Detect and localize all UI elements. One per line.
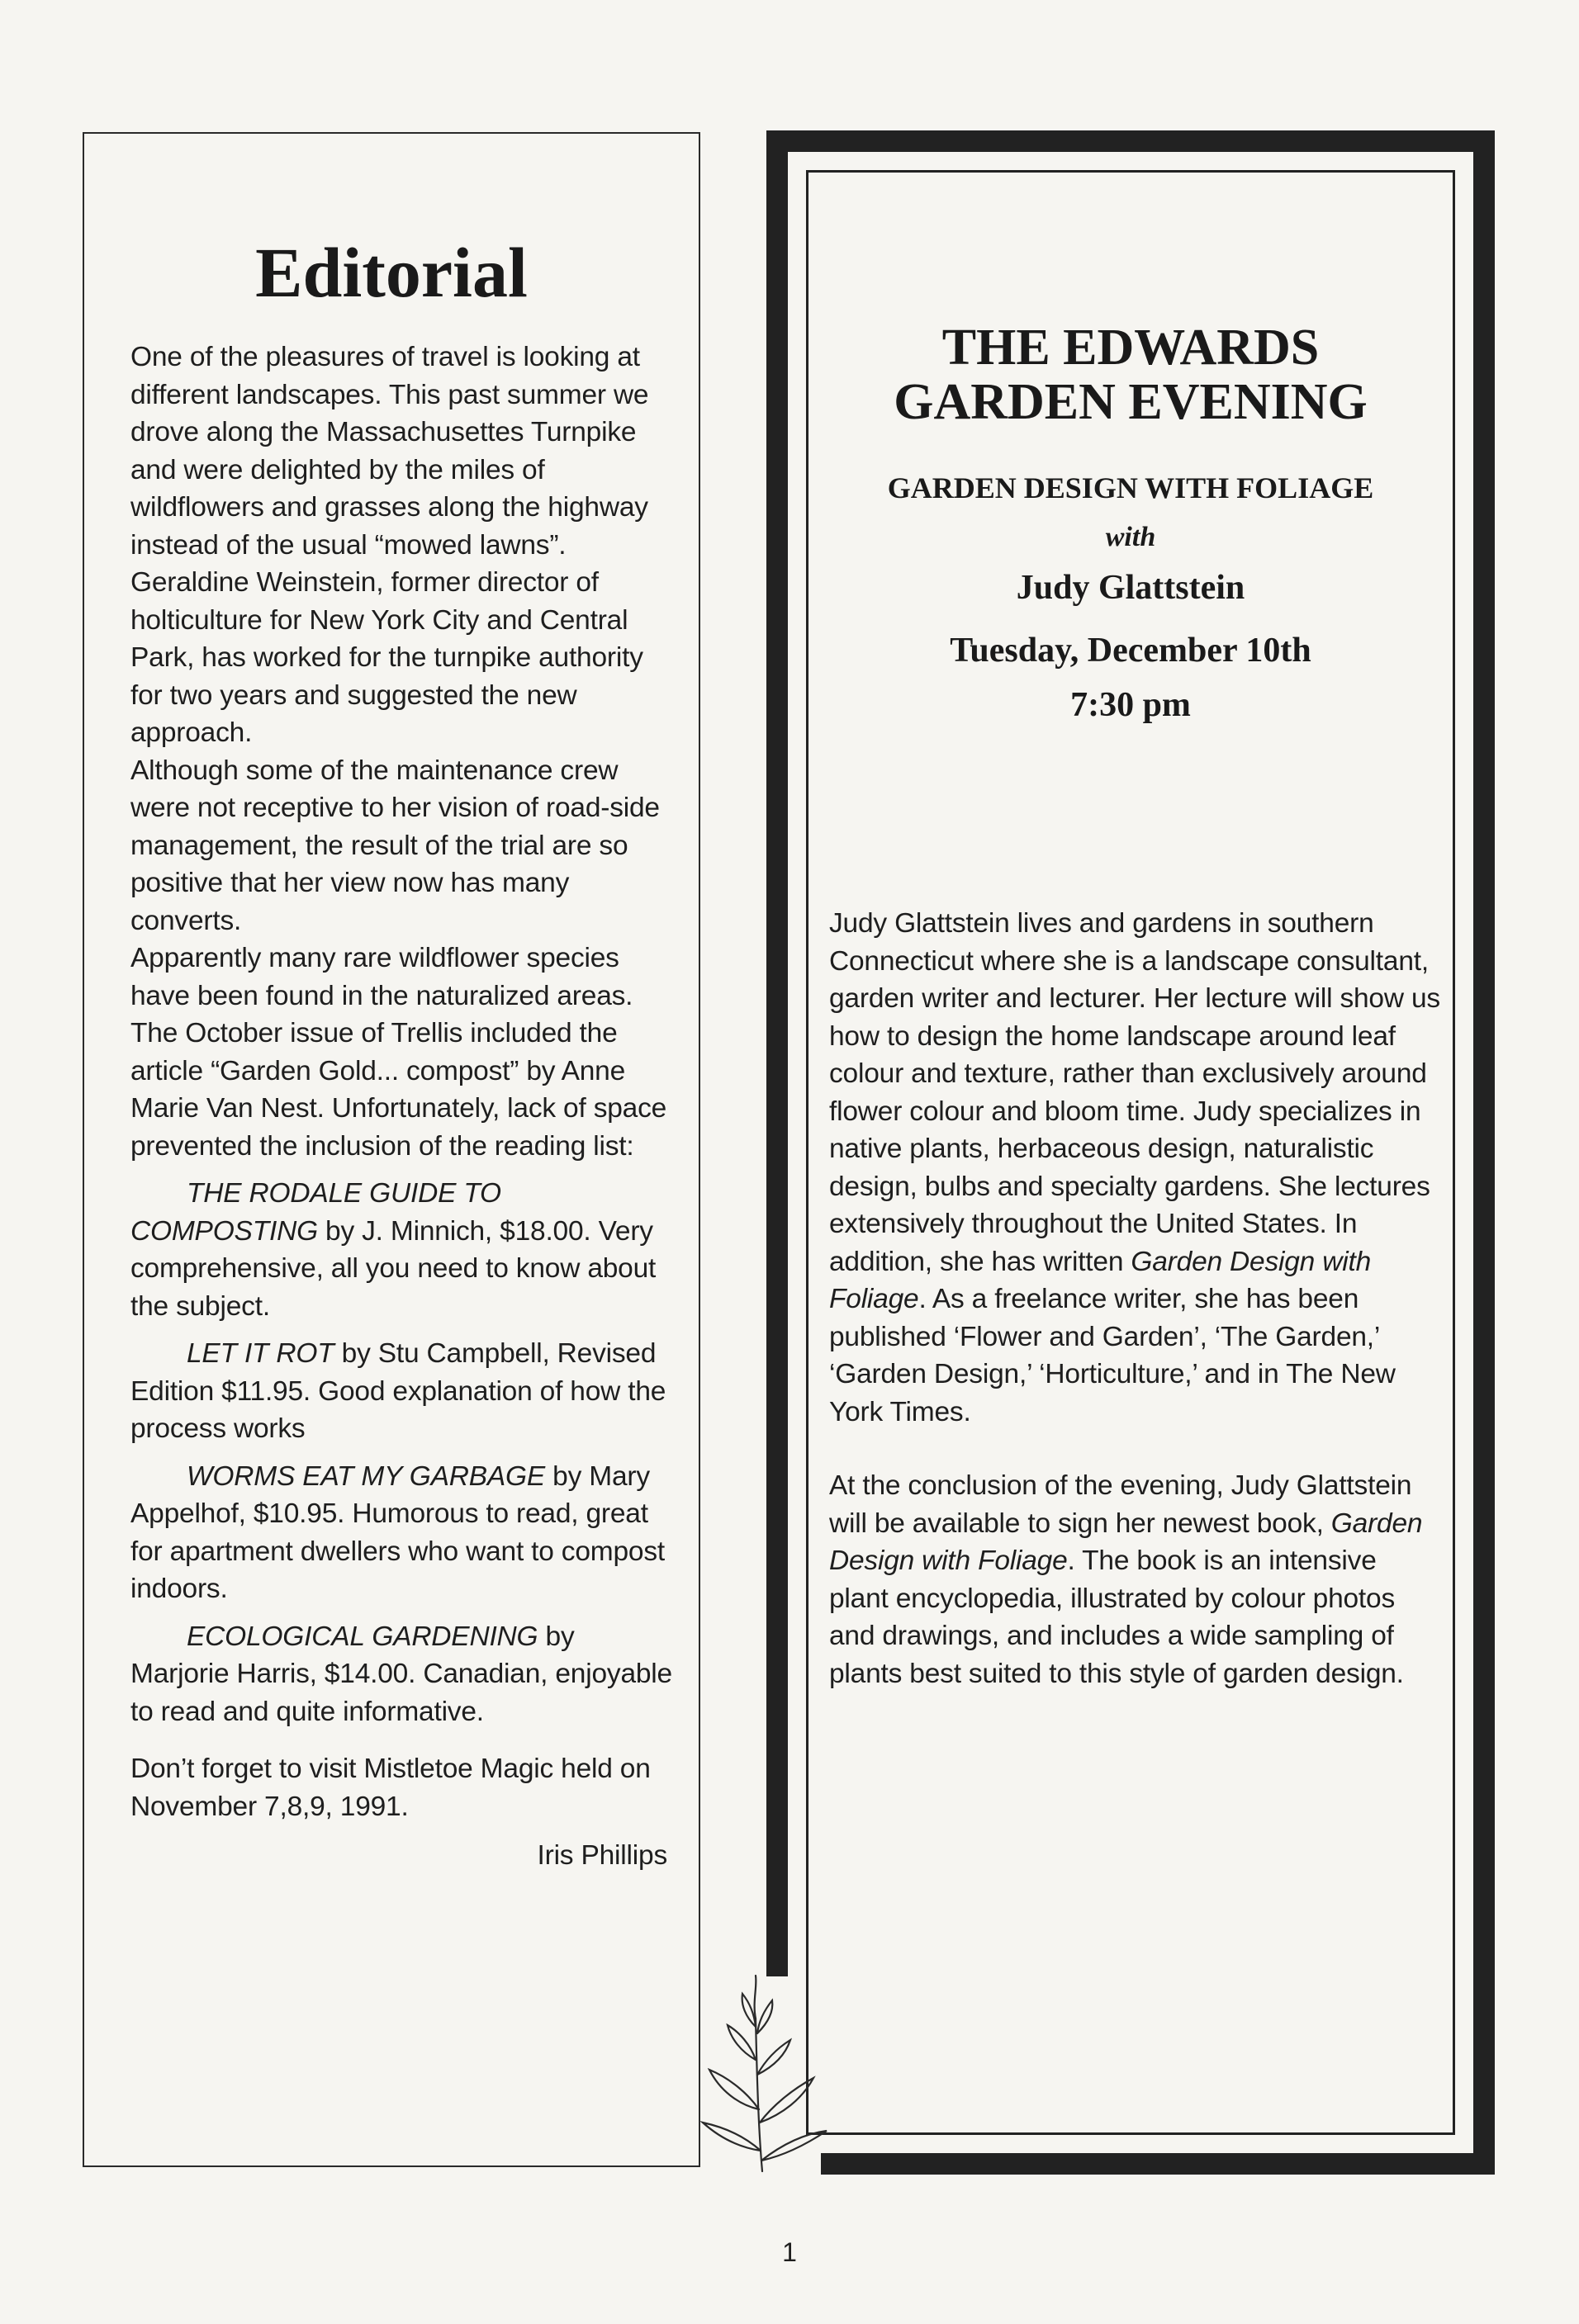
event-speaker: Judy Glattstein <box>1016 569 1245 607</box>
event-panel <box>766 130 1495 2175</box>
event-text: . The book is an intensive plant encyclopedia, illustrated by colour photos and drawings, and includes a wide sampling of plants best suited to this style of garden design. <box>829 1545 1404 1689</box>
book-title: ECOLOGICAL GARDENING <box>187 1621 538 1652</box>
event-paragraph <box>829 1467 1440 1692</box>
book-title: THE RODALE GUIDE TO COMPOSTING <box>130 1178 501 1247</box>
book-title: Garden Design with Foliage <box>829 1508 1423 1576</box>
event-time: 7:30 pm <box>1070 686 1191 724</box>
editorial-panel <box>83 132 700 2167</box>
reading-list-item <box>130 1458 676 1608</box>
editorial-paragraph: Apparently many rare wildflower species have been found in the naturalized areas. <box>130 943 633 1011</box>
book-title: WORMS EAT MY GARBAGE <box>187 1460 546 1492</box>
reading-list-item <box>130 1335 676 1448</box>
flower-illustration <box>698 1969 830 2175</box>
book-detail: by Stu Campbell, Revised Edition $11.95. Good explanation of how the process works <box>130 1338 666 1444</box>
reading-list-item <box>130 1618 676 1731</box>
event-text: Judy Glattstein lives and gardens in southern Connecticut where she is a landscape consultant, garden writer and lecturer. Her lecture will show us how to design the home landscape around leaf colour and texture, rather than exclusively around flower colour and bloom time. Judy specializes in native plants, herbaceous design, naturalistic design, bulbs and specialty gardens. She lectures extensively throughout the United States. In addition, she has written <box>829 908 1440 1277</box>
page-number: 1 <box>782 2237 797 2267</box>
book-title: LET IT ROT <box>187 1338 334 1369</box>
event-header <box>788 320 1473 725</box>
event-title: GARDEN EVENING <box>894 374 1368 430</box>
book-detail: by J. Minnich, $18.00. Very comprehensive, all you need to know about the subject. <box>130 1215 657 1322</box>
book-detail: by Marjorie Harris, $14.00. Canadian, enjoyable to read and quite informative. <box>130 1621 672 1727</box>
editorial-paragraph: One of the pleasures of travel is looking at different landscapes. This past summer we drove along the Massachusettes Turnpike and were delighted by the miles of wildflowers and grasses along the highway instead of the usual “mowed lawns”. Geraldine Weinstein, former director of holticulture for New York City and Central Park, has worked for the turnpike authority for two years and suggested the new approach. <box>130 342 649 748</box>
editorial-paragraph: Although some of the maintenance crew were not receptive to her vision of road-side management, the result of the trial are so positive that her view now has many converts. <box>130 755 660 936</box>
editorial-body <box>130 338 676 1875</box>
event-body <box>829 905 1440 1692</box>
editorial-signature: Iris Phillips <box>537 1840 667 1871</box>
event-title: THE EDWARDS <box>941 319 1320 376</box>
event-text: At the conclusion of the evening, Judy Glattstein will be available to sign her newest book, <box>829 1470 1412 1539</box>
event-with: with <box>1105 522 1156 552</box>
editorial-reminder: Don’t forget to visit Mistletoe Magic held on November 7,8,9, 1991. <box>130 1754 651 1822</box>
book-title: Garden Design with Foliage <box>829 1246 1371 1314</box>
editorial-paragraph: The October issue of Trellis included the article “Garden Gold... compost” by Anne Marie Van Nest. Unfortunately, lack of space prevented the inclusion of the reading list: <box>130 1018 667 1162</box>
editorial-title: Editorial <box>255 233 528 312</box>
event-paragraph <box>829 905 1440 1431</box>
event-subtitle: GARDEN DESIGN WITH FOLIAGE <box>887 471 1374 504</box>
book-detail: by Mary Appelhof, $10.95. Humorous to read, great for apartment dwellers who want to compost indoors. <box>130 1460 666 1604</box>
event-text: . As a freelance writer, she has been published ‘Flower and Garden’, ‘The Garden,’ ‘Garden Design,’ ‘Horticulture,’ and in The New York Times. <box>829 1284 1396 1427</box>
reading-list-item <box>130 1175 676 1325</box>
event-date: Tuesday, December 10th <box>950 632 1311 670</box>
